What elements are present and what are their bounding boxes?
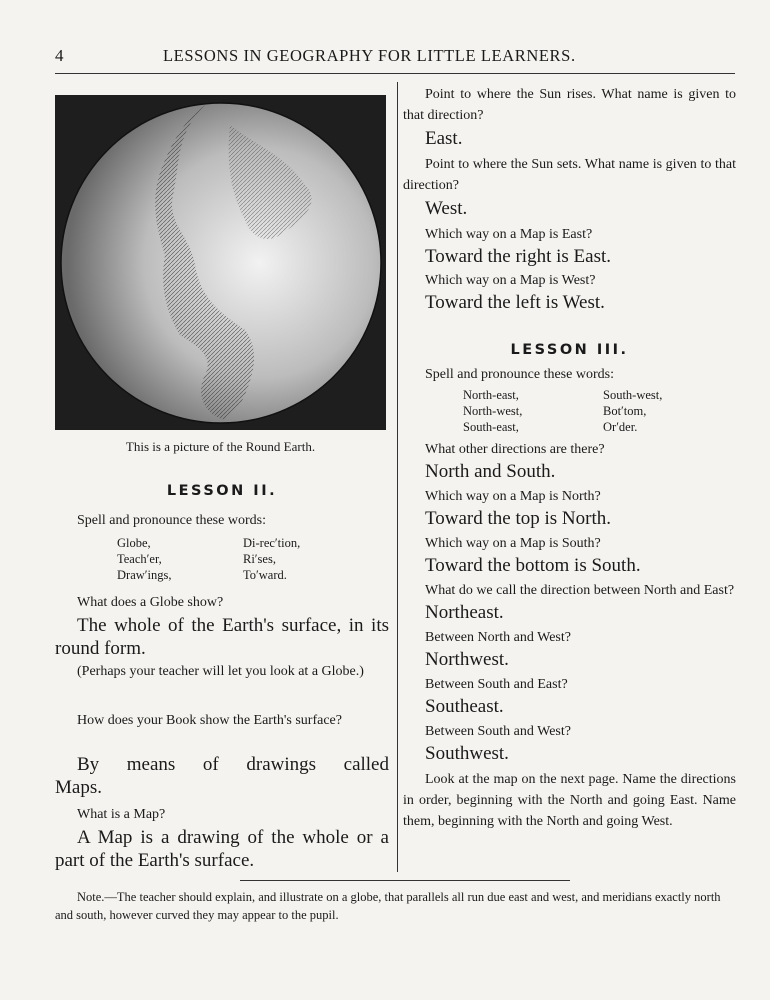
question: Point to where the Sun rises. What name is given to that direction? (403, 87, 736, 123)
globe-illustration (55, 95, 386, 430)
lesson-2-word-list (117, 535, 387, 583)
answer: Toward the top is North. (425, 508, 612, 529)
earth-engraving (55, 95, 386, 430)
right-column (403, 84, 736, 832)
question: Between South and East? (425, 677, 568, 692)
lesson-3-title: LESSON III. (510, 342, 629, 358)
question: Which way on a Map is West? (425, 273, 596, 288)
word: Teach′er, (117, 552, 162, 566)
word: Bot′tom, (603, 404, 647, 418)
answer: Toward the bottom is South. (425, 555, 641, 576)
question: Which way on a Map is North? (425, 489, 601, 504)
footnote: Note.—The teacher should explain, and illustrate on a globe, that parallels all run due east and west, and meridians exactly north and south, however curved they may appear to the pupil. (55, 890, 721, 922)
answer: Northeast. (425, 602, 504, 623)
word: Globe, (117, 536, 151, 550)
question: Between South and West? (425, 724, 571, 739)
answer: Southwest. (425, 743, 509, 764)
closing-paragraph: Look at the map on the next page. Name the directions in order, beginning with the North and going East. Name them, beginning with the North and going West. (403, 772, 736, 829)
answer: East. (425, 128, 463, 149)
question: How does your Book show the Earth's surface? (77, 713, 342, 728)
word: Ri′ses, (243, 552, 276, 566)
lesson-3-word-list (463, 387, 736, 435)
word: South-west, (603, 388, 663, 402)
header-rule (55, 73, 735, 74)
question: Between North and West? (425, 630, 571, 645)
page-number: 4 (55, 46, 65, 65)
answer: Southeast. (425, 696, 504, 717)
question: What other directions are there? (425, 442, 605, 457)
question: What do we call the direction between North and East? (425, 583, 735, 598)
answer: Northwest. (425, 649, 509, 670)
word: North-west, (463, 404, 523, 418)
answer: By means of drawings called Maps. (55, 754, 389, 798)
word: North-east, (463, 388, 519, 402)
question: Which way on a Map is South? (425, 536, 601, 551)
column-divider (397, 82, 398, 872)
page-header (55, 44, 735, 70)
aside-note: (Perhaps your teacher will let you look at a Globe.) (77, 664, 364, 679)
word: Di-rec′tion, (243, 536, 301, 550)
answer: North and South. (425, 461, 556, 482)
word: To′ward. (243, 568, 287, 582)
lesson-2-instruction: Spell and pronounce these words: (77, 513, 266, 528)
footnote-rule (240, 880, 570, 881)
question: What is a Map? (77, 807, 166, 822)
word: South-east, (463, 420, 519, 434)
question: What does a Globe show? (77, 595, 224, 610)
answer: A Map is a drawing of the whole or a part of the Earth's surface. (55, 827, 389, 871)
answer: West. (425, 198, 468, 219)
question: Which way on a Map is East? (425, 227, 593, 242)
running-title: LESSONS IN GEOGRAPHY FOR LITTLE LEARNERS. (163, 46, 576, 65)
question: Point to where the Sun sets. What name is given to that direction? (403, 157, 736, 193)
word: Or′der. (603, 420, 638, 434)
answer: Toward the right is East. (425, 246, 611, 267)
answer: Toward the left is West. (425, 292, 605, 313)
lesson-2-title: LESSON II. (166, 483, 278, 499)
word: Draw′ings, (117, 568, 172, 582)
figure-caption: This is a picture of the Round Earth. (125, 439, 316, 454)
answer: The whole of the Earth's surface, in its round form. (55, 615, 389, 659)
lesson-3-instruction: Spell and pronounce these words: (425, 367, 614, 382)
